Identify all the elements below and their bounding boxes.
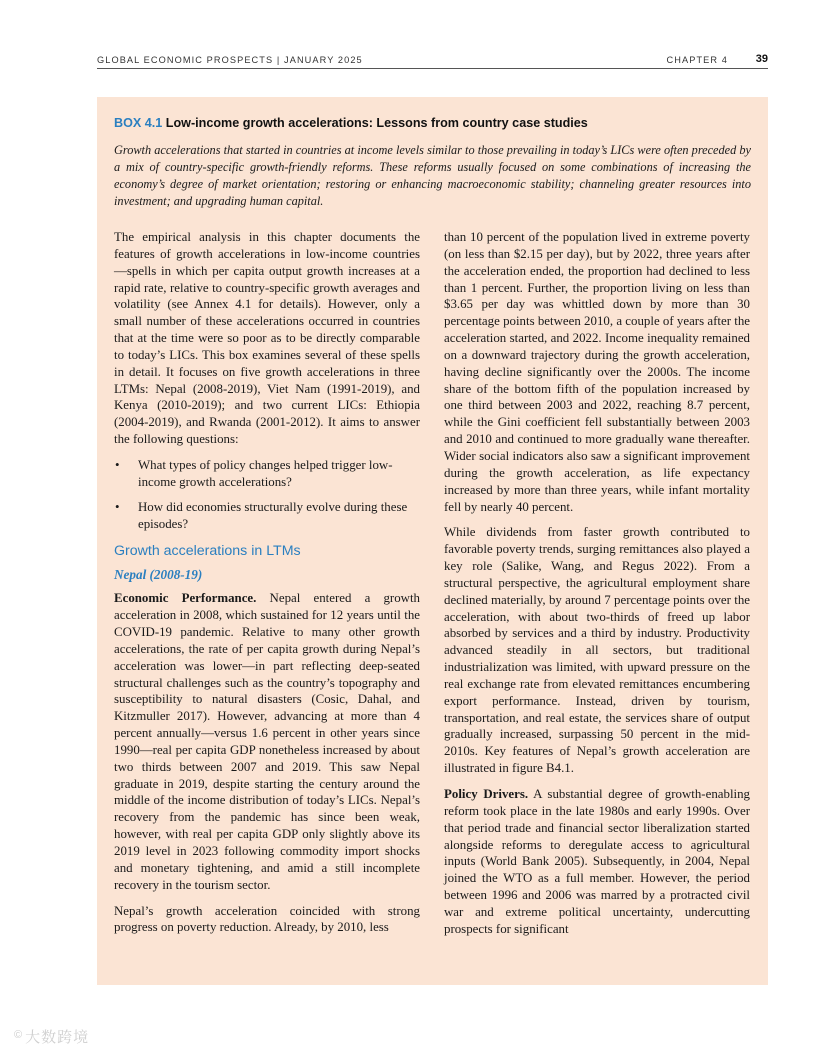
- question-text: How did economies structurally evolve during these episodes?: [138, 499, 408, 531]
- box-intro: Growth accelerations that started in countries at income levels similar to those prevailing in today’s LICs were often preceded by a mix of country-specific growth-friendly reforms. These reforms usually focused on some combinations of increasing the economy’s degree of market orientation; restoring or enhancing macroeconomic stability; channeling greater resources into investment; and upgrading human capital.: [114, 143, 751, 209]
- remittances-paragraph: While dividends from faster growth contributed to favorable poverty trends, surging remittances also played a key role (Salike, Wang, and Regus 2022). From a structural perspective, the agricultural employment share declined materially, by around 7 percentage points over the acceleration, with about two-thirds of freed up labor absorbed by services and a third by industry. Productivity advanced steadily in all sectors, but traditional industrialization was limited, with upward pressure on the real exchange rate from elevated remittances encumbering export performance. Instead, driven by tourism, transportation, and real estate, the services share of output gradually increased, surpassing 50 percent in the mid-2010s. Key features of Nepal’s growth acceleration are illustrated in figure B4.1.: [444, 525, 750, 776]
- watermark-text: 大数跨境: [25, 1029, 90, 1046]
- chapter-label: CHAPTER 4: [666, 55, 728, 65]
- box-title-text: Low-income growth accelerations: Lessons from country case studies: [165, 116, 588, 130]
- running-header: [97, 53, 768, 69]
- box-title: [114, 116, 754, 130]
- policy-drivers-text: A substantial degree of growth-enabling reform took place in the late 1980s and early 1990s. Over that period trade and financial sector liberalization started alongside reforms to deregulate access to agricultural inputs (World Bank 2005). Subsequently, in 2004, Nepal joined the WTO as a full member. However, the period between 1996 and 2006 was marred by a protracted civil war and extreme political uncertainty, undercutting prospects for significant: [444, 787, 750, 936]
- poverty-continued-paragraph: than 10 percent of the population lived in extreme poverty (on less than $2.15 per day), but by 2022, three years after the acceleration ended, the proportion had declined to less than 1 percent. Further, the proportion living on less than $3.65 per day was whittled down by more than 30 percentage points between 2010, a couple of years after the acceleration started, and 2022. Income inequality remained on a downward trajectory during the growth acceleration, having decline significantly over the 2000s. The income share of the bottom fifth of the population increased by one third between 2003 and 2022, reaching 8.7 percent, while the Gini coefficient fell substantially between 2003 and 2010 and continued to more gradually wane thereafter. Wider social indicators also saw a significant improvement during the growth acceleration, as life expectancy increased by more than three years, while infant mortality fell by nearly 40 percent.: [444, 230, 750, 514]
- copyright-icon: ©: [14, 1029, 24, 1041]
- economic-performance-text: Nepal entered a growth acceleration in 2008, which sustained for 12 years until the COVID-19 pandemic. Relative to many other growth accelerations, the rate of per capita growth during Nepal’s acceleration was lower—in part reflecting deep-seated structural challenges such as the country’s topography and susceptibility to natural disasters (Cosic, Dahal, and Kitzmuller 2017). However, advancing at more than 4 percent annually—versus 1.6 percent in other years since 1990—real per capita GDP nonetheless increased by about two thirds between 2007 and 2019. This saw Nepal graduate in 2019, despite starting the century around the middle of the income distribution of today’s LICs. Nepal’s recovery from the pandemic has since been weak, however, with real per capita GDP only slightly above its 2019 level in 2023 following commodity import shocks and monetary tightening, and amid a still incomplete recovery in the tourism sector.: [114, 591, 421, 892]
- policy-drivers-lead: Policy Drivers.: [444, 787, 529, 801]
- list-item: [114, 499, 420, 533]
- header-rule: [97, 68, 768, 69]
- bullet-icon: •: [115, 457, 120, 472]
- right-column: [444, 229, 750, 938]
- section-heading: Growth accelerations in LTMs: [114, 543, 301, 560]
- economic-performance-lead: Economic Performance.: [114, 591, 257, 606]
- intro-paragraph: The empirical analysis in this chapter documents the features of growth accelerations in low-income countries—spells in which per capita output growth increases at a rapid rate, relative to country-specific growth averages and volatility (see Annex 4.1 for details). However, only a small number of these accelerations occurred in countries that at the time were so poor as to be directly comparable to today’s LICs. This box examines several of these spells in detail. It focuses on five growth accelerations in three LTMs: Nepal (2008-2019), Viet Nam (1991-2019), and Kenya (2010-2019); and two current LICs: Ethiopia (2004-2019), and Rwanda (2001-2012). It aims to answer the following questions:: [114, 230, 420, 447]
- bullet-icon: •: [115, 499, 120, 514]
- question-text: What types of policy changes helped trigger low-income growth accelerations?: [138, 457, 393, 489]
- watermark: [14, 1026, 89, 1047]
- policy-drivers-paragraph: [444, 786, 750, 938]
- publication-title: GLOBAL ECONOMIC PROSPECTS | JANUARY 2025: [97, 55, 363, 65]
- box-number: BOX 4.1: [114, 116, 163, 130]
- box-4-1: [97, 97, 768, 985]
- poverty-paragraph: Nepal’s growth acceleration coincided with strong progress on poverty reduction. Already, by 2010, less: [114, 903, 420, 935]
- economic-performance-paragraph: [114, 590, 420, 893]
- sub-heading: Nepal (2008-19): [114, 567, 203, 583]
- left-column: [114, 229, 420, 936]
- list-item: [114, 457, 420, 491]
- question-list: [114, 457, 420, 532]
- page-number: 39: [755, 53, 768, 65]
